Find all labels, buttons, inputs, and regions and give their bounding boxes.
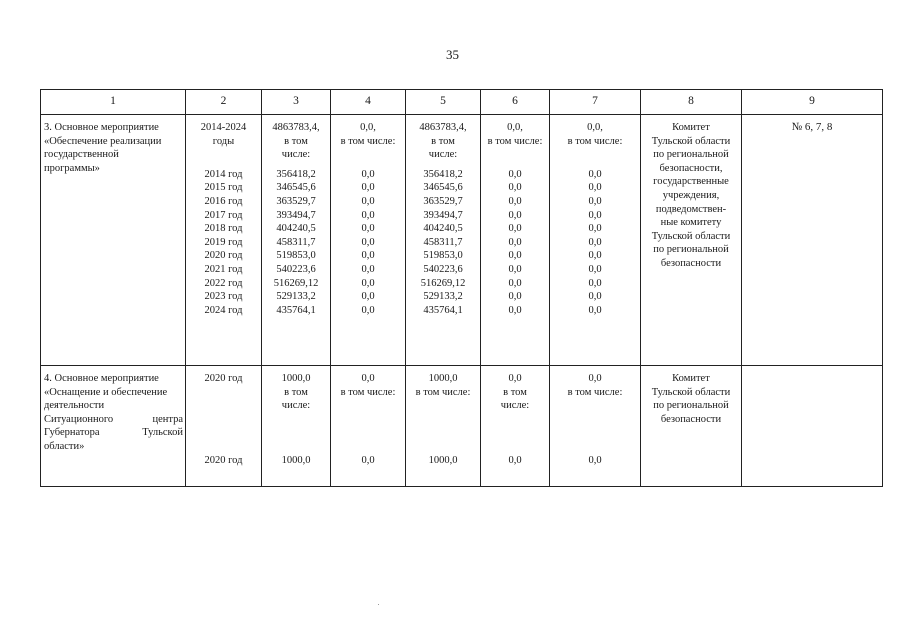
year-label: 2022 год — [204, 277, 243, 289]
value-text: 1000,0 — [428, 373, 458, 384]
header-cell: 3 — [262, 90, 331, 115]
executor-line: ные комитету — [660, 217, 722, 229]
year-label: 2016 год — [204, 195, 243, 207]
value-text: 458311,7 — [276, 236, 316, 248]
result-cell — [742, 366, 883, 487]
value-text: числе: — [281, 149, 311, 161]
value-text: 435764,1 — [276, 304, 316, 316]
value-text: 0,0 — [588, 277, 602, 289]
funding-col4-cell — [331, 115, 406, 366]
funding-col5-cell — [406, 366, 481, 487]
period-text: годы — [212, 135, 235, 147]
table-row — [41, 115, 883, 366]
executor-line: Комитет — [672, 373, 710, 384]
period-text: 2014-2024 — [200, 122, 247, 133]
value-text: в том числе: — [340, 135, 396, 147]
header-cell: 9 — [742, 90, 883, 115]
executor-line: безопасности, — [659, 162, 723, 174]
value-text: 0,0 — [508, 291, 522, 303]
value-text: 540223,6 — [276, 263, 316, 275]
executor-line: по региональной — [653, 244, 729, 256]
executor-line: Тульской области — [651, 386, 731, 398]
value-text: 0,0, — [360, 122, 376, 133]
value-text: в том числе: — [415, 386, 471, 398]
header-cell: 6 — [481, 90, 550, 115]
value-text: 4863783,4, — [419, 122, 467, 133]
value-text: в том числе: — [487, 135, 543, 147]
year-label: 2014 год — [204, 168, 243, 180]
header-cell: 1 — [41, 90, 186, 115]
value-text: 529133,2 — [423, 291, 463, 303]
value-text: 529133,2 — [276, 291, 316, 303]
funding-col7-cell — [550, 115, 641, 366]
value-text: 0,0 — [588, 195, 602, 207]
value-text: 540223,6 — [423, 263, 463, 275]
value-text: 0,0 — [361, 209, 375, 221]
value-text: 0,0 — [508, 277, 522, 289]
activity-name-line: 3. Основное мероприятие — [44, 122, 159, 133]
value-text: в том числе: — [567, 386, 623, 398]
value-text: числе: — [500, 400, 530, 412]
executor-line: учреждения, — [662, 189, 720, 201]
value-text: 0,0 — [588, 250, 602, 262]
funding-col4-cell — [331, 366, 406, 487]
total-funding-cell — [262, 366, 331, 487]
period-cell — [186, 115, 262, 366]
value-text: числе: — [428, 149, 458, 161]
activity-name-word: Тульской — [142, 427, 183, 439]
value-text: 1000,0 — [281, 373, 311, 384]
activity-name-line: «Оснащение и обеспечение — [44, 386, 168, 398]
activity-name-line: «Обеспечение реализации — [44, 135, 162, 147]
year-label: 2021 год — [204, 263, 243, 275]
period-cell — [186, 366, 262, 487]
value-text: 0,0 — [508, 195, 522, 207]
value-text: в том — [284, 386, 308, 398]
value-text: 519853,0 — [276, 250, 316, 262]
executor-cell — [641, 366, 742, 487]
value-text: 1000,0 — [281, 454, 311, 466]
value-text: 516269,12 — [273, 277, 319, 289]
value-text: 0,0 — [361, 304, 375, 316]
header-cell: 2 — [186, 90, 262, 115]
value-text: 0,0 — [588, 454, 602, 466]
value-text: 0,0 — [508, 454, 522, 466]
value-text: 0,0 — [508, 168, 522, 180]
value-text: 0,0 — [588, 304, 602, 316]
value-text: 0,0 — [588, 291, 602, 303]
value-text: 0,0 — [588, 373, 602, 384]
value-text: 404240,5 — [423, 223, 463, 235]
funding-col7-cell — [550, 366, 641, 487]
value-text: 0,0 — [361, 195, 375, 207]
value-text: 435764,1 — [423, 304, 463, 316]
value-text: 458311,7 — [423, 236, 463, 248]
value-text: 0,0 — [361, 454, 375, 466]
activity-name-line: деятельности — [44, 400, 105, 412]
value-text: 0,0 — [508, 182, 522, 194]
header-cell: 7 — [550, 90, 641, 115]
value-text: 393494,7 — [276, 209, 316, 221]
year-label: 2020 год — [204, 454, 243, 466]
scan-speck — [378, 604, 379, 605]
value-text: 0,0 — [361, 182, 375, 194]
value-text: 0,0 — [508, 373, 522, 384]
executor-line: Тульской области — [651, 230, 731, 242]
value-text: 0,0 — [588, 223, 602, 235]
header-cell: 8 — [641, 90, 742, 115]
value-text: в том числе: — [567, 135, 623, 147]
executor-line: государственные — [653, 176, 729, 188]
funding-col6-cell — [481, 115, 550, 366]
value-text: 0,0 — [588, 209, 602, 221]
value-text: в том — [503, 386, 527, 398]
value-text: 1000,0 — [428, 454, 458, 466]
executor-line: безопасности — [660, 257, 722, 269]
header-cell: 5 — [406, 90, 481, 115]
value-text: 0,0 — [508, 236, 522, 248]
funding-col6-cell — [481, 366, 550, 487]
year-label: 2019 год — [204, 236, 243, 248]
table-row — [41, 366, 883, 487]
page-number: 35 — [446, 47, 459, 62]
value-text: 0,0 — [508, 263, 522, 275]
value-text: в том — [284, 135, 308, 147]
total-funding-cell — [262, 115, 331, 366]
value-text: 0,0 — [588, 263, 602, 275]
activity-name-line: программы» — [44, 162, 100, 174]
value-text: 0,0 — [361, 250, 375, 262]
activity-name-line: области» — [44, 440, 85, 452]
activity-name-cell — [41, 115, 186, 366]
value-text: 0,0, — [587, 122, 603, 133]
value-text: 0,0 — [588, 182, 602, 194]
activity-name-line: 4. Основное мероприятие — [44, 373, 159, 384]
activity-name-line: государственной — [44, 149, 119, 161]
value-text: в том числе: — [340, 386, 396, 398]
value-text: 0,0 — [361, 236, 375, 248]
value-text: 356418,2 — [423, 168, 463, 180]
value-text: 4863783,4, — [272, 122, 320, 133]
value-text: 0,0 — [361, 168, 375, 180]
value-text: числе: — [281, 400, 311, 412]
value-text: 0,0 — [588, 168, 602, 180]
value-text: 0,0 — [361, 263, 375, 275]
year-label: 2018 год — [204, 223, 243, 235]
header-row — [41, 90, 883, 115]
value-text: 356418,2 — [276, 168, 316, 180]
value-text: 0,0 — [508, 209, 522, 221]
funding-col5-cell — [406, 115, 481, 366]
result-text: № 6, 7, 8 — [791, 121, 833, 133]
value-text: 0,0 — [508, 223, 522, 235]
value-text: 363529,7 — [423, 195, 463, 207]
year-label: 2015 год — [204, 182, 243, 194]
executor-line: по региональной — [653, 149, 729, 161]
executor-line: подведомствен- — [655, 203, 727, 215]
executor-cell — [641, 115, 742, 366]
activity-name-word: Ситуационного — [44, 413, 114, 425]
executor-line: по региональной — [653, 400, 729, 412]
header-cell: 4 — [331, 90, 406, 115]
period-text: 2020 год — [204, 373, 243, 384]
value-text: 0,0 — [508, 304, 522, 316]
value-text: 346545,6 — [276, 182, 316, 194]
value-text: 0,0 — [508, 250, 522, 262]
year-label: 2023 год — [204, 291, 243, 303]
activity-name-cell — [41, 366, 186, 487]
value-text: 363529,7 — [276, 195, 316, 207]
year-label: 2024 год — [204, 304, 243, 316]
value-text: 0,0 — [361, 277, 375, 289]
value-text: 516269,12 — [420, 277, 466, 289]
result-cell — [742, 115, 883, 366]
value-text: 0,0 — [361, 223, 375, 235]
value-text: 346545,6 — [423, 182, 463, 194]
result-text — [742, 366, 882, 372]
year-label: 2017 год — [204, 209, 243, 221]
year-label: 2020 год — [204, 250, 243, 262]
executor-line: Комитет — [672, 122, 710, 133]
value-text: 0,0 — [588, 236, 602, 248]
executor-line: безопасности — [660, 413, 722, 425]
value-text: 393494,7 — [423, 209, 463, 221]
value-text: в том — [431, 135, 455, 147]
value-text: 519853,0 — [423, 250, 463, 262]
activity-name-word: Губернатора — [44, 427, 100, 439]
value-text: 0,0 — [361, 373, 375, 384]
value-text: 0,0, — [507, 122, 523, 133]
executor-line: Тульской области — [651, 135, 731, 147]
activity-name-word: центра — [152, 413, 183, 425]
value-text: 0,0 — [361, 291, 375, 303]
program-table — [40, 89, 883, 487]
value-text: 404240,5 — [276, 223, 316, 235]
